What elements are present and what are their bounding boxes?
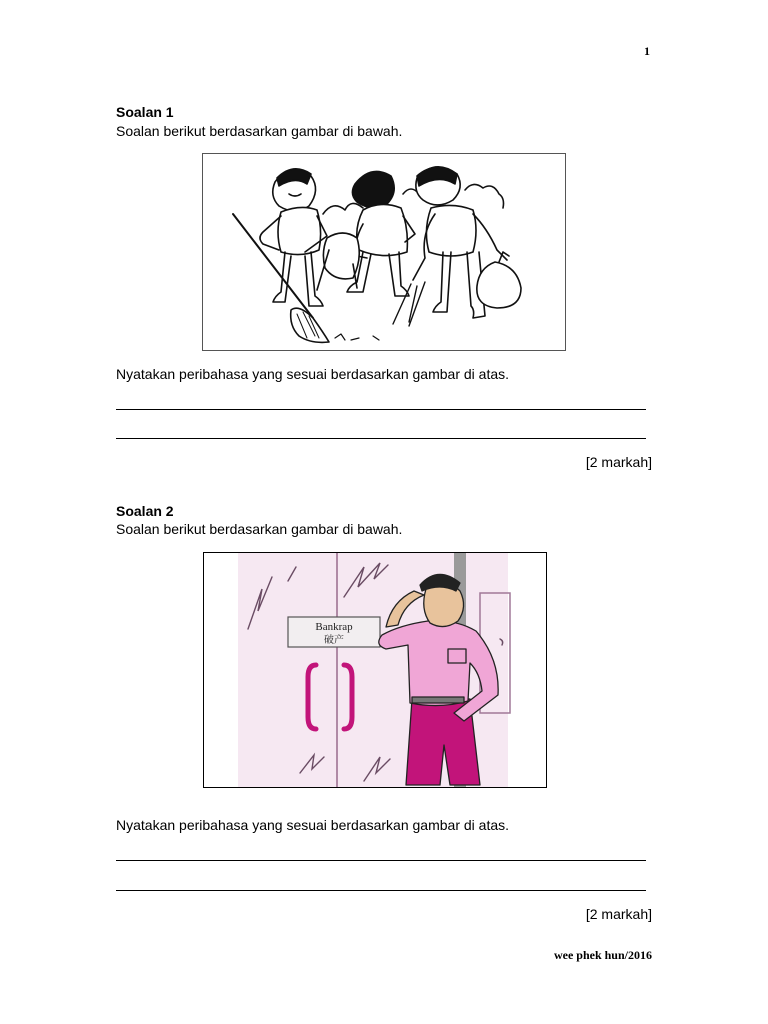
question-1-picture [202, 153, 566, 351]
question-1-intro: Soalan berikut berdasarkan gambar di bawah. [116, 123, 403, 139]
sign-label-cn: 破产 [324, 635, 344, 646]
bankrupt-man-illustration [204, 553, 546, 787]
question-2-prompt: Nyatakan peribahasa yang sesuai berdasarkan gambar di atas. [116, 817, 510, 833]
question-2-intro: Soalan berikut berdasarkan gambar di bawah. [116, 521, 403, 537]
question-1-heading: Soalan 1 [116, 104, 174, 120]
question-2-marks: [2 markah] [585, 906, 652, 922]
footer-credit: wee phek hun/2016 [553, 948, 652, 962]
answer-line [116, 438, 646, 439]
children-cleaning-illustration [203, 154, 565, 350]
question-2-picture [203, 552, 547, 788]
question-1-marks: [2 markah] [585, 454, 652, 470]
page-number: 1 [644, 44, 650, 58]
answer-line [116, 860, 646, 861]
question-1-prompt: Nyatakan peribahasa yang sesuai berdasarkan gambar di atas. [116, 366, 510, 382]
sign-label: Bankrap [315, 621, 353, 633]
answer-line [116, 409, 646, 410]
question-2-heading: Soalan 2 [116, 503, 174, 519]
answer-line [116, 890, 646, 891]
